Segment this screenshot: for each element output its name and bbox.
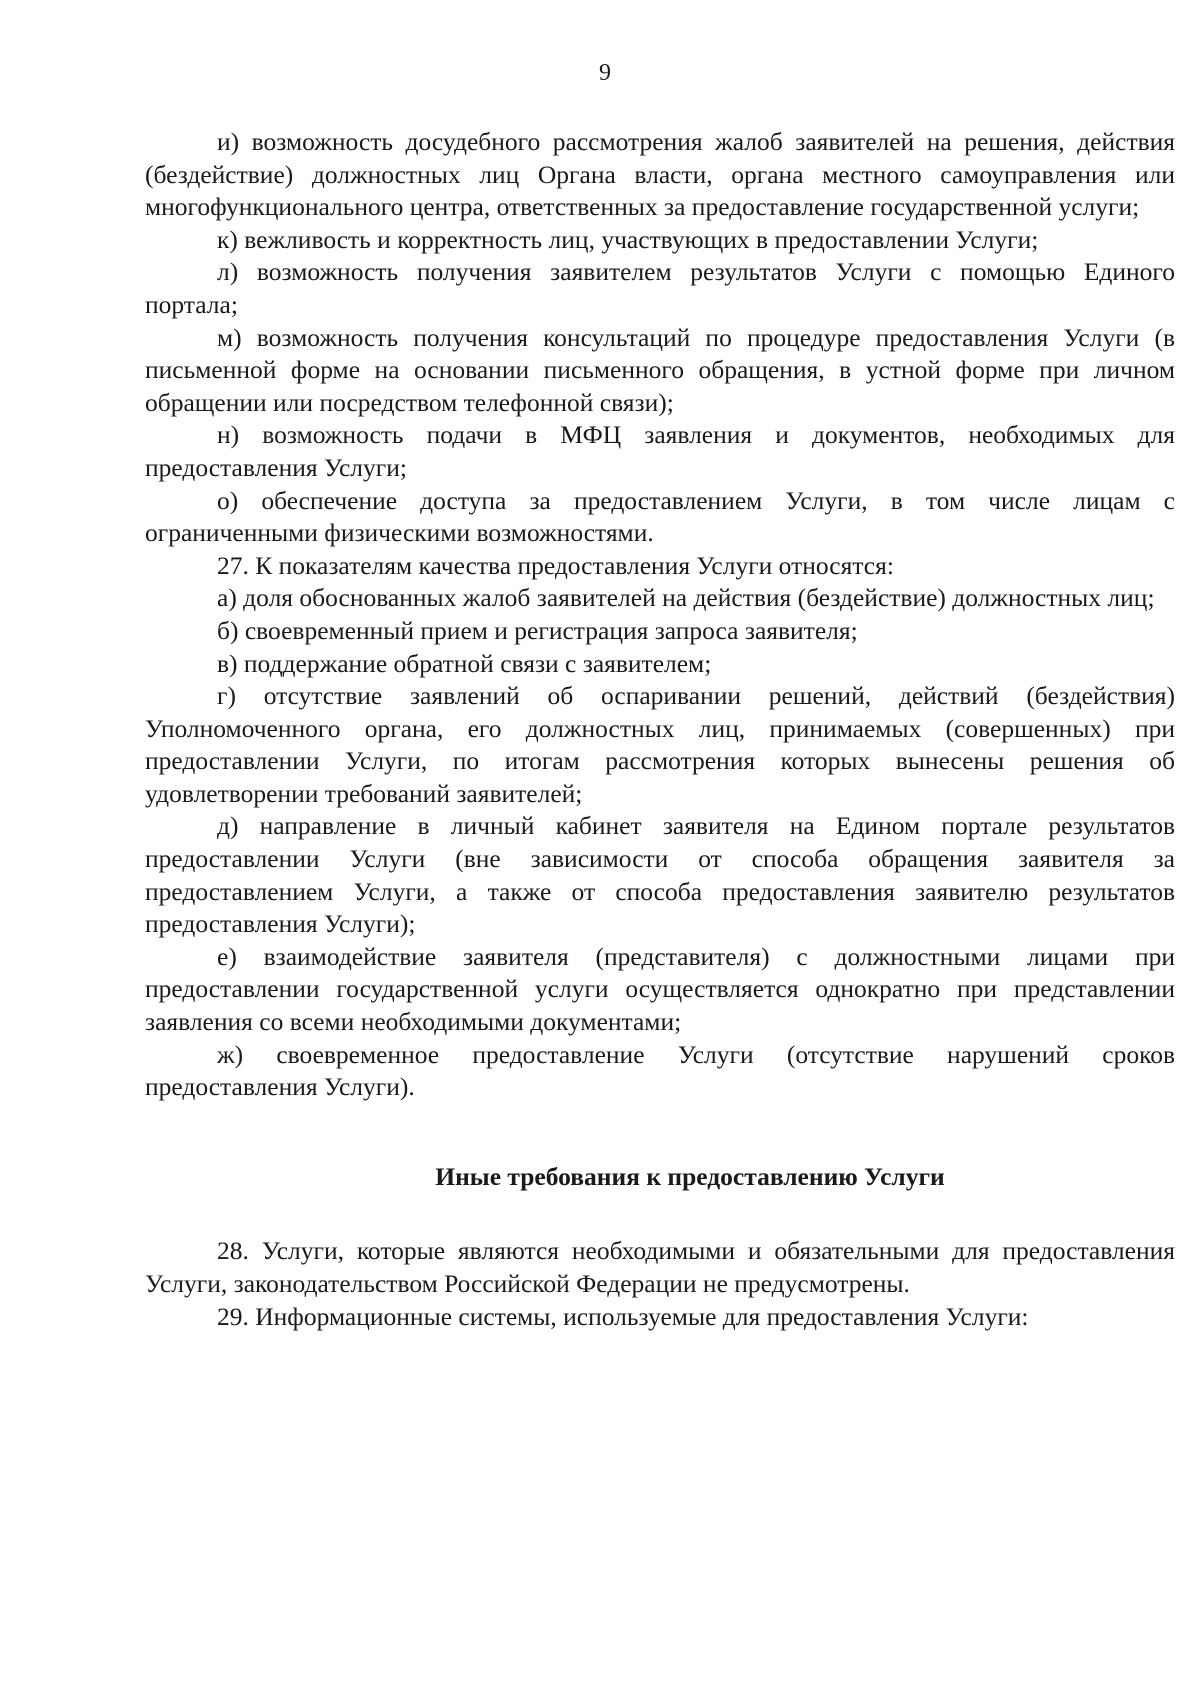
page-number: 9 [599, 60, 611, 86]
list-item-b: б) своевременный прием и регистрация запроса заявителя; [217, 615, 858, 645]
list-item-k: к) вежливость и корректность лиц, участвующих в предоставлении Услуги; [217, 224, 1039, 254]
list-item-g: г) отсутствие заявлений об оспаривании решений, действий (бездействия) Уполномоченного органа, его должностных лиц, принимаемых (совершенных) при предоставлении Услуги, по итогам рассмотрения которых вынесены решения об удовлетворении требований заявителей; [145, 681, 1175, 808]
clause-28: 28. Услуги, которые являются необходимыми и обязательными для предоставления Услуги, законодательством Российской Федерации не предусмотрены. [145, 1236, 1175, 1298]
list-item-zh: ж) своевременное предоставление Услуги (отсутствие нарушений сроков предоставления Услуги). [145, 1039, 1175, 1102]
clause-29: 29. Информационные системы, используемые для предоставления Услуги: [217, 1301, 1029, 1331]
list-item-v: в) поддержание обратной связи с заявителем; [217, 648, 712, 678]
list-item-e: е) взаимодействие заявителя (представителя) с должностными лицами при предоставлении государственной услуги осуществляется однократно при представлении заявления со всеми необходимыми документами; [145, 941, 1175, 1037]
list-item-o: о) обеспечение доступа за предоставлением Услуги, в том числе лицам с ограниченными физическими возможностями. [145, 485, 1175, 548]
list-item-d: д) направление в личный кабинет заявителя на Едином портале результатов предоставлении Услуги (вне зависимости от способа обращения заявителя за предоставлением Услуги, а также от способа предоставления заявителю результатов предоставления Услуги); [145, 811, 1175, 939]
clause-27: 27. К показателям качества предоставления Услуги относятся: [217, 550, 894, 580]
list-item-n: н) возможность подачи в МФЦ заявления и документов, необходимых для предоставления Услуги; [145, 420, 1175, 482]
list-item-i: и) возможность досудебного рассмотрения жалоб заявителей на решения, действия (бездействие) должностных лиц Органа власти, органа местного самоуправления или многофункционального центра, ответственных за предоставление государственной услуги; [145, 127, 1175, 222]
list-item-m: м) возможность получения консультаций по процедуре предоставления Услуги (в письменной форме на основании письменного обращения, в устной форме при личном обращении или посредством телефонной связи); [145, 322, 1175, 417]
list-item-l: л) возможность получения заявителем результатов Услуги с помощью Единого портала; [145, 257, 1175, 319]
section-heading: Иные требования к предоставлению Услуги [435, 1161, 945, 1191]
list-item-a: а) доля обоснованных жалоб заявителей на действия (бездействие) должностных лиц; [217, 583, 1155, 613]
document-body [145, 126, 1175, 1333]
